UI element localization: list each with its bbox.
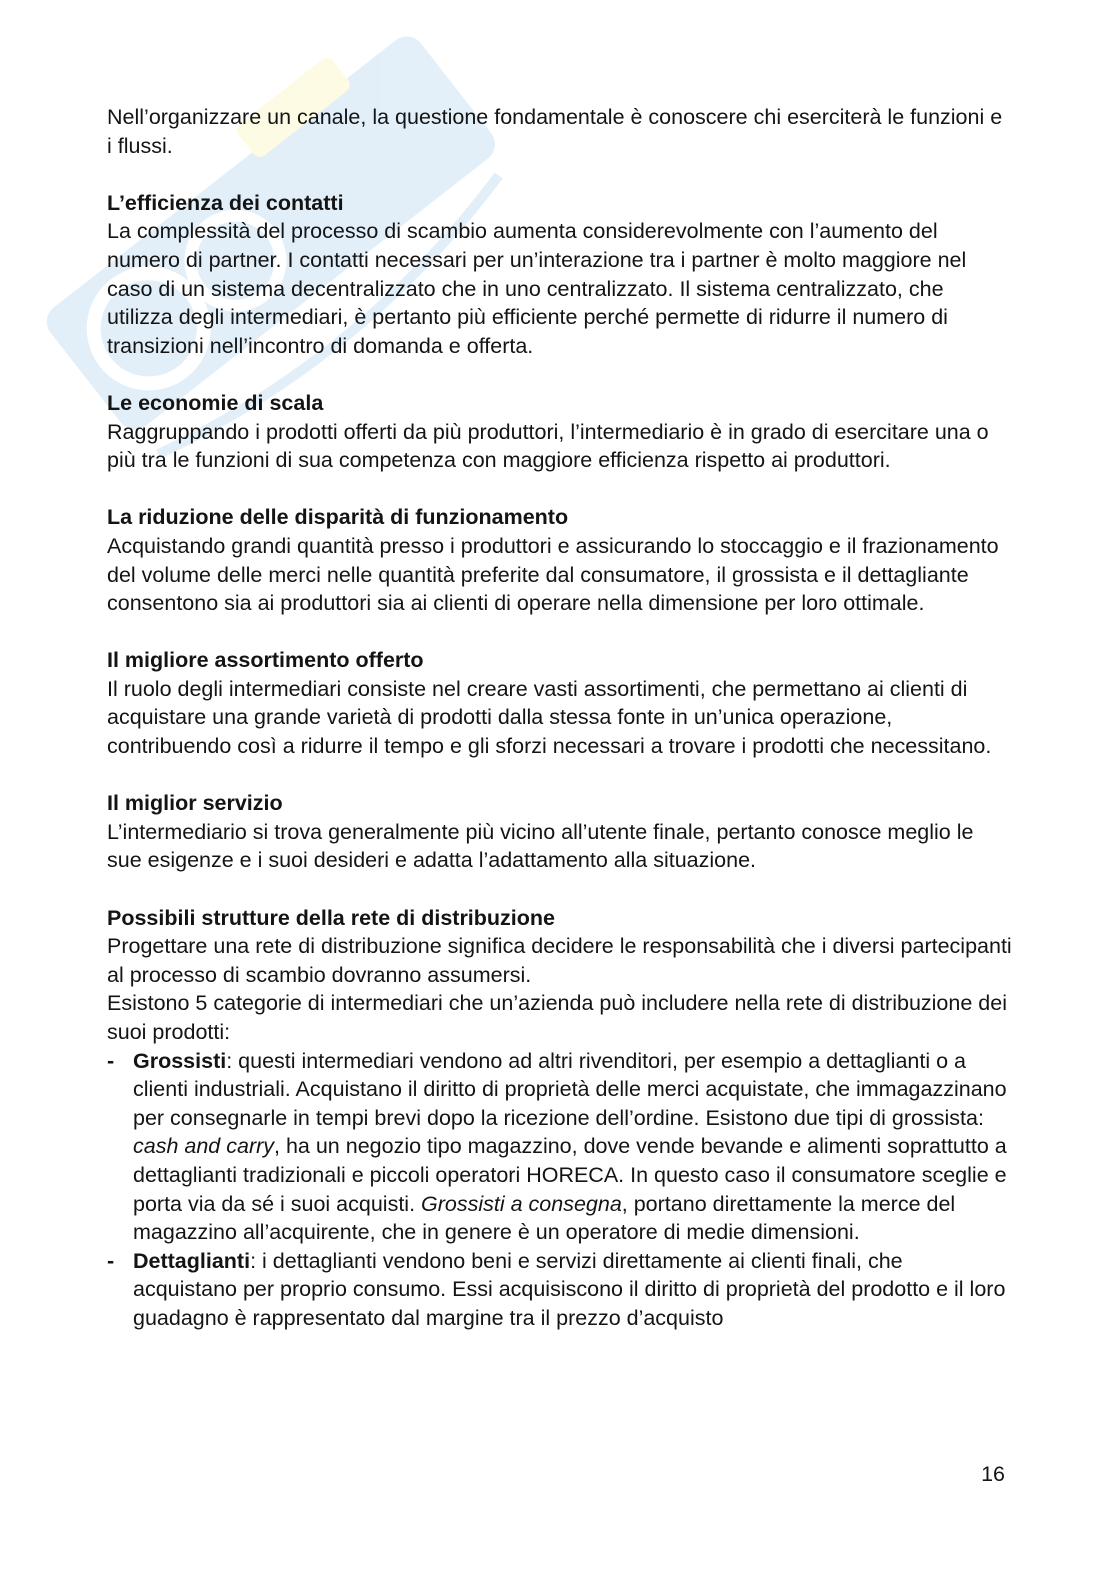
document-page xyxy=(107,103,1012,1333)
section-body-riduzione: Acquistando grandi quantità presso i produttori e assicurando lo stoccaggio e il frazionamento del volume delle merci nelle quantità preferite dal consumatore, il grossista e il dettagliante consentono sia ai produttori sia ai clienti di operare nella dimensione per loro ottimale. xyxy=(107,533,999,616)
section-body-strutture-2: Esistono 5 categorie di intermediari che un’azienda può includere nella rete di distribuzione dei suoi prodotti: xyxy=(107,991,1007,1044)
section-heading-efficienza: L’efficienza dei contatti xyxy=(107,190,344,215)
list-text: : questi intermediari vendono ad altri rivenditori, per esempio a dettaglianti o a clienti industriali. Acquistano il diritto di proprietà delle merci acquistate, che immagazzinano per consegnarle in tempi brevi dopo la ricezione dell’ordine. Esistono due tipi di grossista: xyxy=(133,1048,1007,1130)
list-italic: cash and carry xyxy=(133,1134,275,1159)
list-text: , ha un negozio tipo magazzino, dove vende bevande e alimenti soprattutto a dettaglianti tradizionali e piccoli operatori HORECA. In questo caso il consumatore sceglie e porta via da sé i suoi acquisti. xyxy=(133,1134,1007,1216)
section-body-efficienza: La complessità del processo di scambio aumenta considerevolmente con l’aumento del numero di partner. I contatti necessari per un’interazione tra i partner è molto maggiore nel caso di un sistema decentralizzato che in uno centralizzato. Il sistema centralizzato, che utilizza degli intermediari, è pertanto più efficiente perché permette di ridurre il numero di transizioni nell’incontro di domanda e offerta. xyxy=(107,219,967,358)
list-italic: Grossisti a consegna xyxy=(421,1191,622,1216)
section-body-economie: Raggruppando i prodotti offerti da più produttori, l’intermediario è in grado di esercitare una o più tra le funzioni di sua competenza con maggiore efficienza rispetto ai produttori. xyxy=(107,419,989,473)
section-heading-assortimento: Il migliore assortimento offerto xyxy=(107,648,424,673)
page-number: 16 xyxy=(981,1462,1005,1486)
section-heading-riduzione: La riduzione delle disparità di funzionamento xyxy=(107,505,569,530)
list-bullet: - xyxy=(107,1048,115,1073)
section-body-strutture-1: Progettare una rete di distribuzione significa decidere le responsabilità che i diversi partecipanti al processo di scambio dovranno assumersi. xyxy=(107,934,1012,987)
list-text: , portano direttamente la merce del magazzino all’acquirente, che in genere è un operatore di medie dimensioni. xyxy=(133,1191,956,1245)
intermediary-list xyxy=(107,1047,1012,1333)
section-heading-economie: Le economie di scala xyxy=(107,390,324,415)
intro-paragraph: Nell’organizzare un canale, la questione fondamentale è conoscere chi eserciterà le funzioni e i flussi. xyxy=(107,105,1003,158)
list-term: Dettaglianti xyxy=(133,1248,251,1273)
section-heading-strutture: Possibili strutture della rete di distribuzione xyxy=(107,905,555,930)
section-body-assortimento: Il ruolo degli intermediari consiste nel creare vasti assortimenti, che permettano ai clienti di acquistare una grande varietà di prodotti dalla stessa fonte in un’unica operazione, contribuendo così a ridurre il tempo e gli sforzi necessari a trovare i prodotti che necessitano. xyxy=(107,676,992,759)
list-bullet: - xyxy=(107,1248,115,1273)
list-item-dettaglianti xyxy=(107,1247,1012,1333)
list-text: : i dettaglianti vendono beni e servizi direttamente ai clienti finali, che acquistano per proprio consumo. Essi acquisiscono il diritto di proprietà del prodotto e il loro guadagno è rappresentato dal margine tra il prezzo d’acquisto xyxy=(133,1248,1006,1330)
list-term: Grossisti xyxy=(133,1048,227,1073)
section-heading-servizio: Il miglior servizio xyxy=(107,791,283,816)
list-item-grossisti xyxy=(107,1047,1012,1247)
section-body-servizio: L’intermediario si trova generalmente più vicino all’utente finale, pertanto conosce meglio le sue esigenze e i suoi desideri e adatta l’adattamento alla situazione. xyxy=(107,819,974,873)
